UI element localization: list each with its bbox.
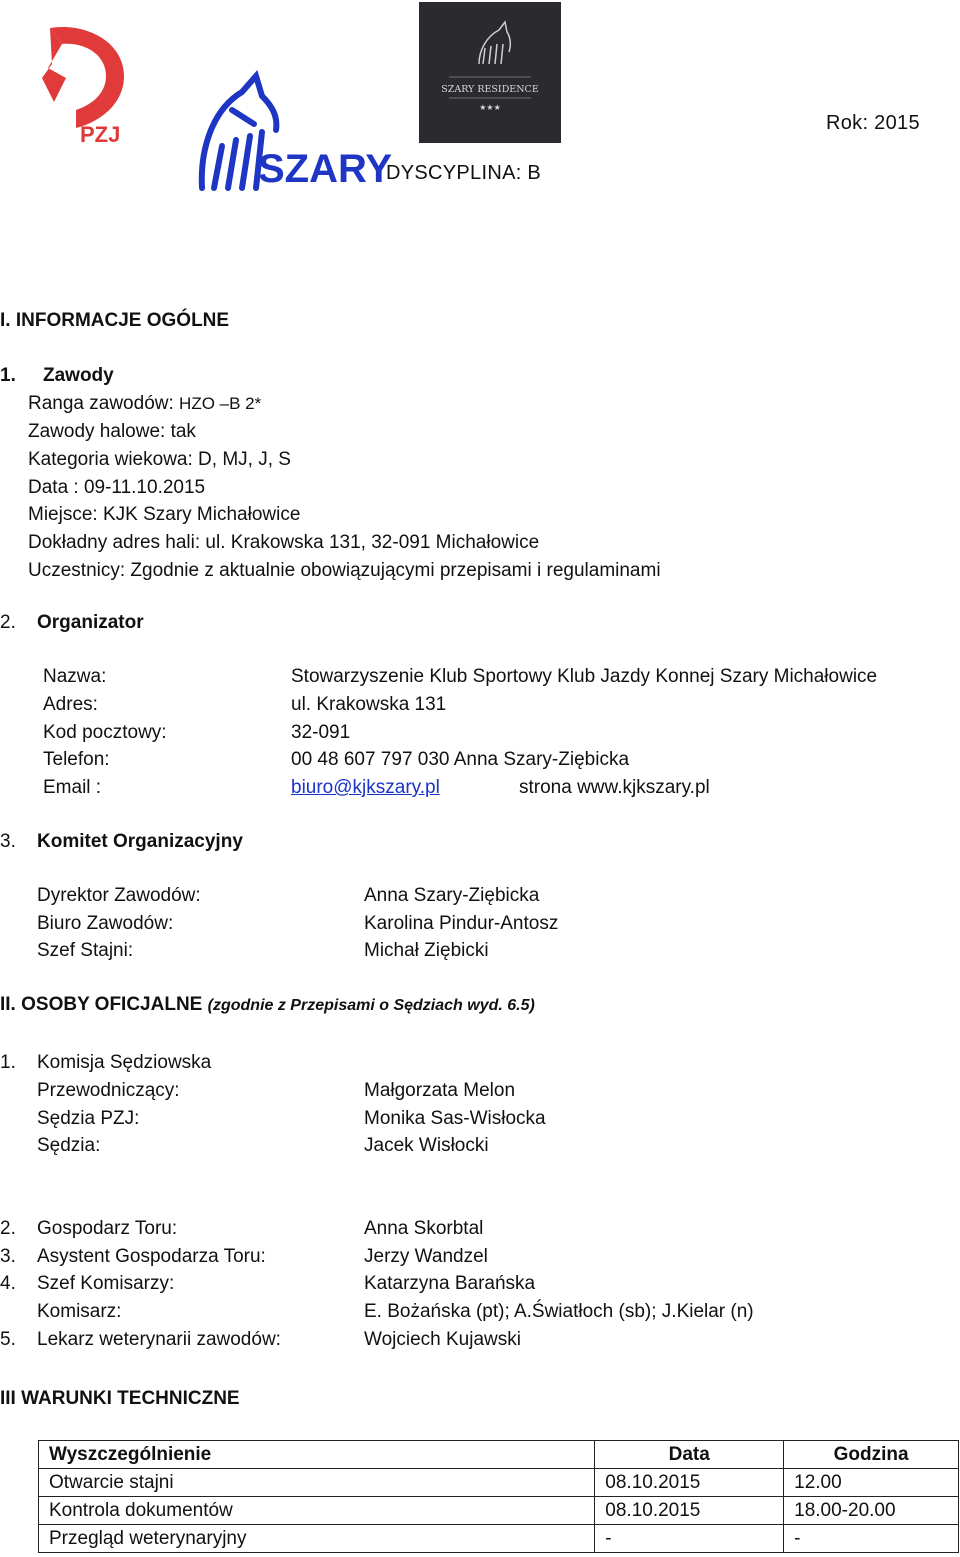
section-1-title: I. INFORMACJE OGÓLNE: [0, 310, 230, 331]
table-header-cell: Wyszczególnienie: [39, 1441, 595, 1469]
zawody-line: Dokładny adres hali: ul. Krakowska 131, 32-091 Michałowice: [28, 532, 540, 553]
svg-text:★★★: ★★★: [479, 103, 501, 112]
organizator-value: ul. Krakowska 131: [291, 694, 447, 715]
szary-residence-logo: [419, 2, 561, 143]
komisja-label: Przewodniczący:: [37, 1080, 180, 1101]
zawody-number: 1.: [0, 365, 16, 386]
komitet-label: Dyrektor Zawodów:: [37, 885, 201, 906]
komisja-number: 1.: [0, 1052, 16, 1073]
komisja-label: Sędzia PZJ:: [37, 1108, 140, 1129]
email-link[interactable]: biuro@kjkszary.pl: [291, 777, 440, 798]
organizator-label: Adres:: [43, 694, 98, 715]
official-number: 4.: [0, 1273, 16, 1294]
komisja-heading: Komisja Sędziowska: [37, 1052, 212, 1073]
organizator-label: Telefon:: [43, 749, 110, 770]
komitet-label: Biuro Zawodów:: [37, 913, 174, 934]
svg-text:SZARY: SZARY: [258, 147, 393, 191]
zawody-heading: Zawody: [43, 365, 114, 386]
table-cell: 08.10.2015: [595, 1469, 784, 1497]
komitet-number: 3.: [0, 831, 16, 852]
organizator-value: 00 48 607 797 030 Anna Szary-Ziębicka: [291, 749, 630, 770]
table-row: [39, 1525, 959, 1553]
pzj-logo: [36, 18, 134, 148]
zawody-line: Miejsce: KJK Szary Michałowice: [28, 504, 301, 525]
table-cell: Otwarcie stajni: [39, 1469, 595, 1497]
organizator-label: Kod pocztowy:: [43, 722, 167, 743]
szary-logo: [192, 70, 393, 192]
official-value: E. Bożańska (pt); A.Światłoch (sb); J.Kielar (n): [364, 1301, 754, 1322]
official-number: 5.: [0, 1329, 16, 1350]
table-header-cell: Data: [595, 1441, 784, 1469]
table-row: [39, 1469, 959, 1497]
table-header-cell: Godzina: [784, 1441, 959, 1469]
table-cell: 18.00-20.00: [784, 1497, 959, 1525]
email-label: Email :: [43, 777, 102, 798]
organizator-value: 32-091: [291, 722, 351, 743]
svg-text:SZARY RESIDENCE: SZARY RESIDENCE: [441, 84, 539, 95]
table-cell: 08.10.2015: [595, 1497, 784, 1525]
organizator-heading: Organizator: [37, 612, 144, 633]
table-row: [39, 1497, 959, 1525]
zawody-line: Zawody halowe: tak: [28, 421, 196, 442]
official-label: Komisarz:: [37, 1301, 122, 1322]
section-2-title: II. OSOBY OFICJALNE (zgodnie z Przepisami o Sędziach wyd. 6.5): [0, 994, 535, 1015]
section-3-title: III WARUNKI TECHNICZNE: [0, 1388, 240, 1409]
table-cell: -: [595, 1525, 784, 1553]
komisja-value: Małgorzata Melon: [364, 1080, 516, 1101]
zawody-line: Data : 09-11.10.2015: [28, 477, 206, 498]
komisja-value: Jacek Wisłocki: [364, 1135, 489, 1156]
official-label: Szef Komisarzy:: [37, 1273, 175, 1294]
komisja-value: Monika Sas-Wisłocka: [364, 1108, 546, 1129]
komitet-value: Michał Ziębicki: [364, 940, 489, 961]
year-label: Rok: 2015: [826, 112, 920, 134]
zawody-line: Uczestnicy: Zgodnie z aktualnie obowiązującymi przepisami i regulaminami: [28, 560, 661, 581]
komitet-label: Szef Stajni:: [37, 940, 134, 961]
official-label: Gospodarz Toru:: [37, 1218, 178, 1239]
discipline-label: DYSCYPLINA: B: [386, 162, 542, 184]
official-value: Anna Skorbtal: [364, 1218, 484, 1239]
website-text: strona www.kjkszary.pl: [519, 777, 710, 798]
organizator-value: Stowarzyszenie Klub Sportowy Klub Jazdy Konnej Szary Michałowice: [291, 666, 878, 687]
table-header-row: [39, 1441, 959, 1469]
zawody-line: Kategoria wiekowa: D, MJ, J, S: [28, 449, 291, 470]
komisja-label: Sędzia:: [37, 1135, 101, 1156]
official-value: Wojciech Kujawski: [364, 1329, 521, 1350]
table-cell: Przegląd weterynaryjny: [39, 1525, 595, 1553]
organizator-number: 2.: [0, 612, 16, 633]
komitet-value: Anna Szary-Ziębicka: [364, 885, 540, 906]
svg-text:PZJ: PZJ: [80, 122, 121, 147]
official-number: 3.: [0, 1246, 16, 1267]
komitet-heading: Komitet Organizacyjny: [37, 831, 243, 852]
table-cell: 12.00: [784, 1469, 959, 1497]
official-value: Katarzyna Barańska: [364, 1273, 536, 1294]
technical-schedule-table: [38, 1440, 959, 1553]
official-number: 2.: [0, 1218, 16, 1239]
organizator-label: Nazwa:: [43, 666, 107, 687]
table-cell: Kontrola dokumentów: [39, 1497, 595, 1525]
official-label: Asystent Gospodarza Toru:: [37, 1246, 266, 1267]
official-label: Lekarz weterynarii zawodów:: [37, 1329, 281, 1350]
komitet-value: Karolina Pindur-Antosz: [364, 913, 559, 934]
zawody-line: Ranga zawodów: HZO –B 2*: [28, 393, 262, 414]
official-value: Jerzy Wandzel: [364, 1246, 488, 1267]
table-cell: -: [784, 1525, 959, 1553]
